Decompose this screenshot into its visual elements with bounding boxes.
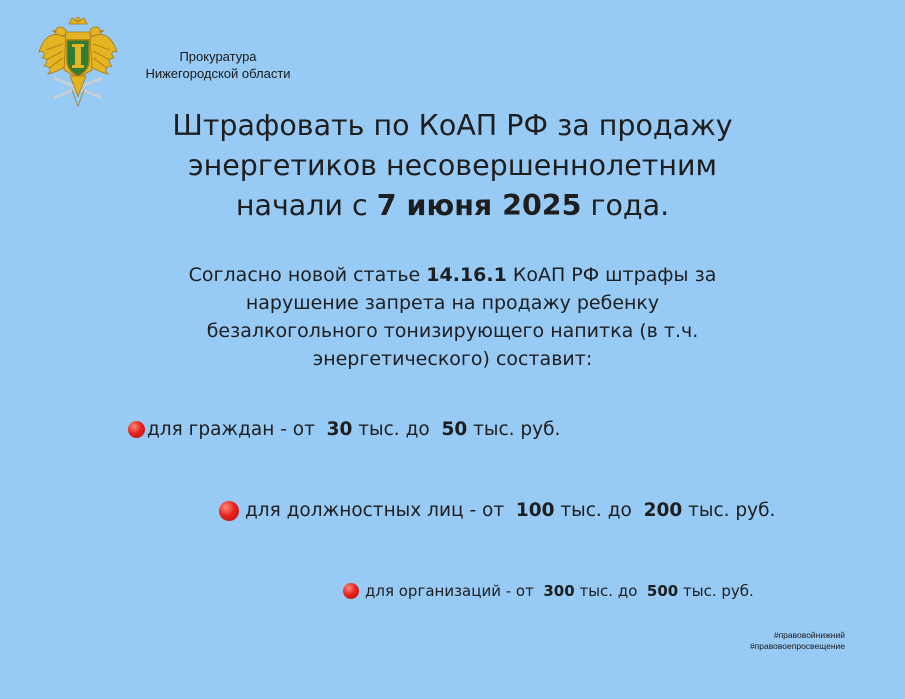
red-circle-icon [128,421,145,438]
fine-citizens-middle: тыс. до [352,419,436,440]
fine-officials-middle: тыс. до [554,500,638,521]
fine-organizations-max: 500 [646,582,679,600]
org-name-line-2: Нижегородской области [145,66,291,81]
lead-line-3: безалкогольного тонизирующего напитка (в т.ч. [206,320,699,342]
fine-citizens-min: 30 [326,419,353,440]
headline-line-2: энергетиков несовершеннолетним [187,149,718,182]
red-circle-icon [219,501,239,521]
prosecutor-emblem-icon [36,16,120,108]
headline-line-3 [90,186,815,226]
headline-line-3-end: года. [581,189,670,222]
headline-date: 7 июня 2025 [376,189,582,222]
hashtags [720,630,845,652]
fine-officials-suffix: тыс. руб. [682,500,776,521]
headline-line-3-start: начали с [235,189,377,222]
fine-officials [219,500,775,521]
lead-line-4: энергетического) составит: [312,348,593,370]
fine-organizations-prefix: для организаций - от [365,582,539,600]
lead-paragraph [120,261,785,373]
fine-organizations-middle: тыс. до [574,582,643,600]
fine-organizations-suffix: тыс. руб. [678,582,754,600]
fine-organizations [343,582,754,600]
red-circle-icon [343,583,359,599]
fine-officials-max: 200 [643,500,683,521]
fine-citizens [128,419,560,440]
org-name-line-1: Прокуратура [179,49,257,64]
hashtag-1: #правовойнижний [773,630,845,640]
lead-article-number: 14.16.1 [426,264,507,286]
hashtag-2: #правовоепросвещение [749,641,845,651]
lead-line-1-start: Согласно новой статье [188,264,427,286]
headline-line-1: Штрафовать по КоАП РФ за продажу [172,109,733,142]
fine-organizations-min: 300 [543,582,575,600]
organization-name [118,48,318,82]
headline [90,106,815,226]
fine-citizens-suffix: тыс. руб. [467,419,561,440]
lead-line-1 [120,261,785,289]
fine-citizens-prefix: для граждан - от [147,419,321,440]
fine-officials-prefix: для должностных лиц - от [245,500,510,521]
fine-officials-min: 100 [515,500,555,521]
lead-line-1-end: КоАП РФ штрафы за [506,264,717,286]
lead-line-2: нарушение запрета на продажу ребенку [245,292,660,314]
fine-citizens-max: 50 [441,419,468,440]
